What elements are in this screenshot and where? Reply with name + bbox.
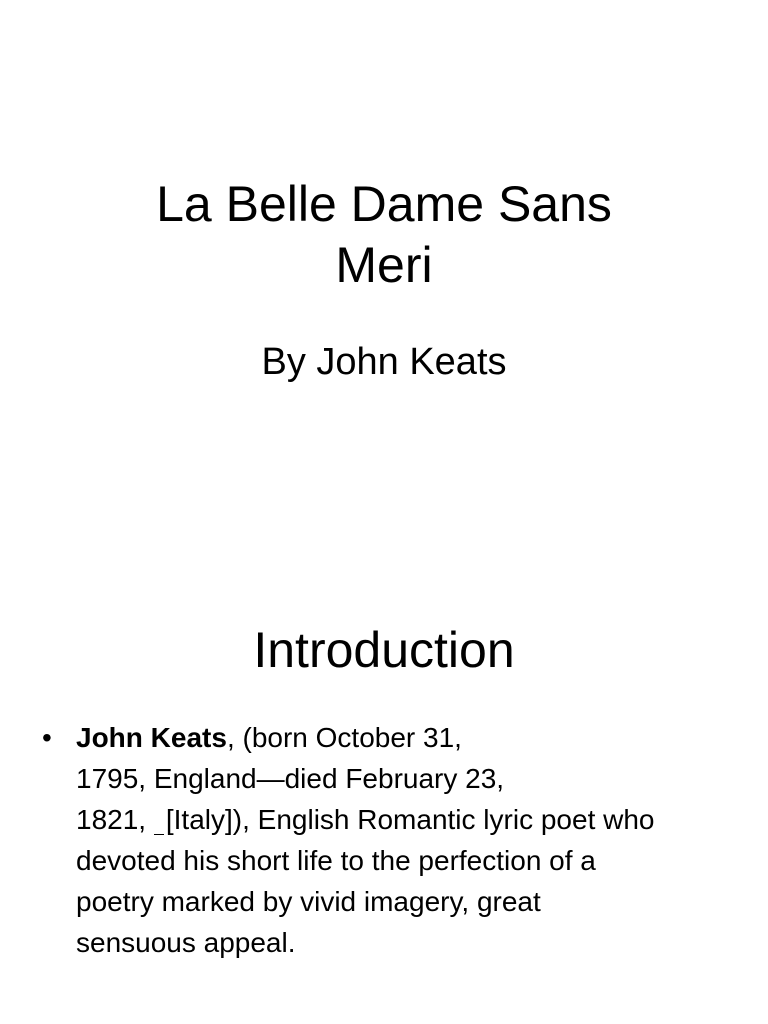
bullet-line-3 xyxy=(76,804,655,835)
author-name: John Keats xyxy=(76,722,227,753)
bullet-line-5: poetry marked by vivid imagery, great xyxy=(76,886,541,917)
title-line-2: Meri xyxy=(335,237,433,293)
bullet-line-2: 1795, England—died February 23, xyxy=(76,763,505,794)
bullet-item xyxy=(40,717,730,963)
line-1-rest: , (born October 31, xyxy=(226,722,462,753)
line-3-prefix: 1821, xyxy=(76,804,154,835)
bullet-line-4: devoted his short life to the perfection of a xyxy=(76,845,596,876)
slide-title xyxy=(0,174,768,296)
bullet-list xyxy=(40,717,730,963)
introduction-slide xyxy=(0,512,768,1024)
bullet-line-6: sensuous appeal. xyxy=(76,927,296,958)
introduction-heading: Introduction xyxy=(253,622,515,678)
title-line-1: La Belle Dame Sans xyxy=(156,176,612,232)
link-placeholder-mark xyxy=(154,833,164,835)
slide-subtitle: By John Keats xyxy=(261,341,507,383)
bullet-line-1 xyxy=(76,722,462,753)
bullet-dot-icon: • xyxy=(42,722,52,753)
line-3-rest: [Italy]), English Romantic lyric poet who xyxy=(165,804,655,835)
